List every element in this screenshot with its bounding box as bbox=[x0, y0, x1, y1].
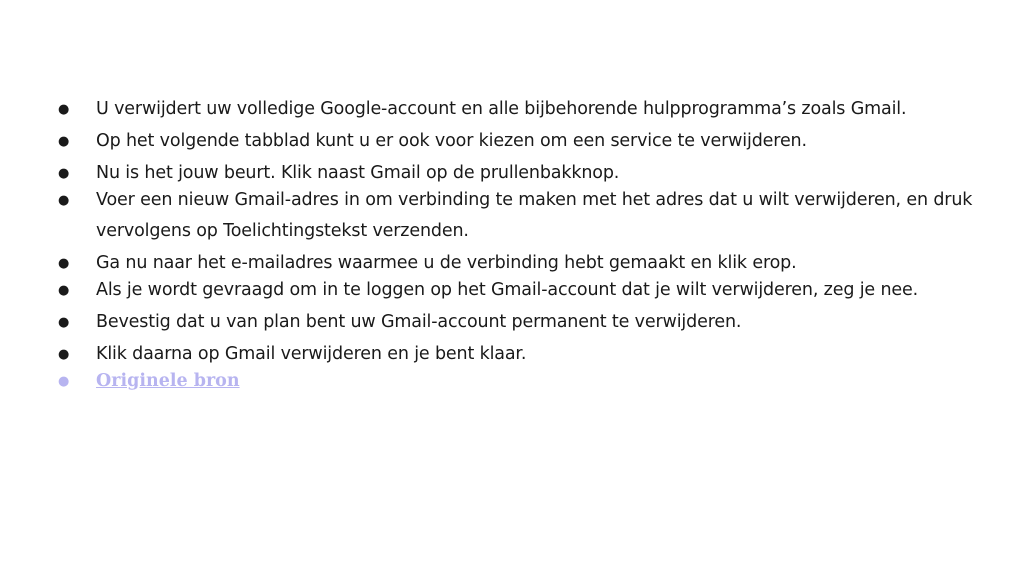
list-item bbox=[55, 307, 985, 338]
bullet-dot-icon: ● bbox=[58, 166, 70, 181]
bullet-dot-icon: ● bbox=[58, 134, 70, 149]
list-item-text: Ga nu naar het e-mailadres waarmee u de verbinding hebt gemaakt en klik erop. bbox=[96, 253, 797, 273]
list-item-text: Nu is het jouw beurt. Klik naast Gmail op de prullenbakknop. bbox=[96, 163, 620, 183]
list-item bbox=[55, 126, 985, 157]
bullet-dot-icon: ● bbox=[58, 347, 70, 362]
instruction-list bbox=[55, 94, 985, 398]
bullet-dot-icon: ● bbox=[58, 193, 70, 208]
list-item-source bbox=[55, 366, 985, 397]
bullet-dot-icon: ● bbox=[58, 256, 70, 271]
bullet-dot-icon: ● bbox=[58, 102, 70, 117]
list-item-text: Op het volgende tabblad kunt u er ook voor kiezen om een service te verwijderen. bbox=[96, 131, 807, 151]
list-item-text: Voer een nieuw Gmail-adres in om verbinding te maken met het adres dat u wilt verwijderen, en druk vervolgens op Toelichtingstekst verzenden. bbox=[96, 190, 973, 241]
bullet-dot-icon: ● bbox=[58, 283, 70, 298]
list-item-text: Als je wordt gevraagd om in te loggen op het Gmail-account dat je wilt verwijderen, zeg je nee. bbox=[96, 280, 919, 300]
list-item bbox=[55, 185, 985, 247]
list-item-text: Klik daarna op Gmail verwijderen en je bent klaar. bbox=[96, 344, 527, 364]
list-item bbox=[55, 275, 985, 306]
bullet-dot-icon: ● bbox=[58, 315, 70, 330]
list-item-text: U verwijdert uw volledige Google-account en alle bijbehorende hulpprogramma’s zoals Gmail. bbox=[96, 99, 907, 119]
list-item-text: Bevestig dat u van plan bent uw Gmail-account permanent te verwijderen. bbox=[96, 312, 742, 332]
list-item bbox=[55, 94, 985, 125]
bullet-dot-icon: ● bbox=[58, 374, 70, 389]
original-source-link[interactable]: Originele bron bbox=[96, 371, 240, 391]
